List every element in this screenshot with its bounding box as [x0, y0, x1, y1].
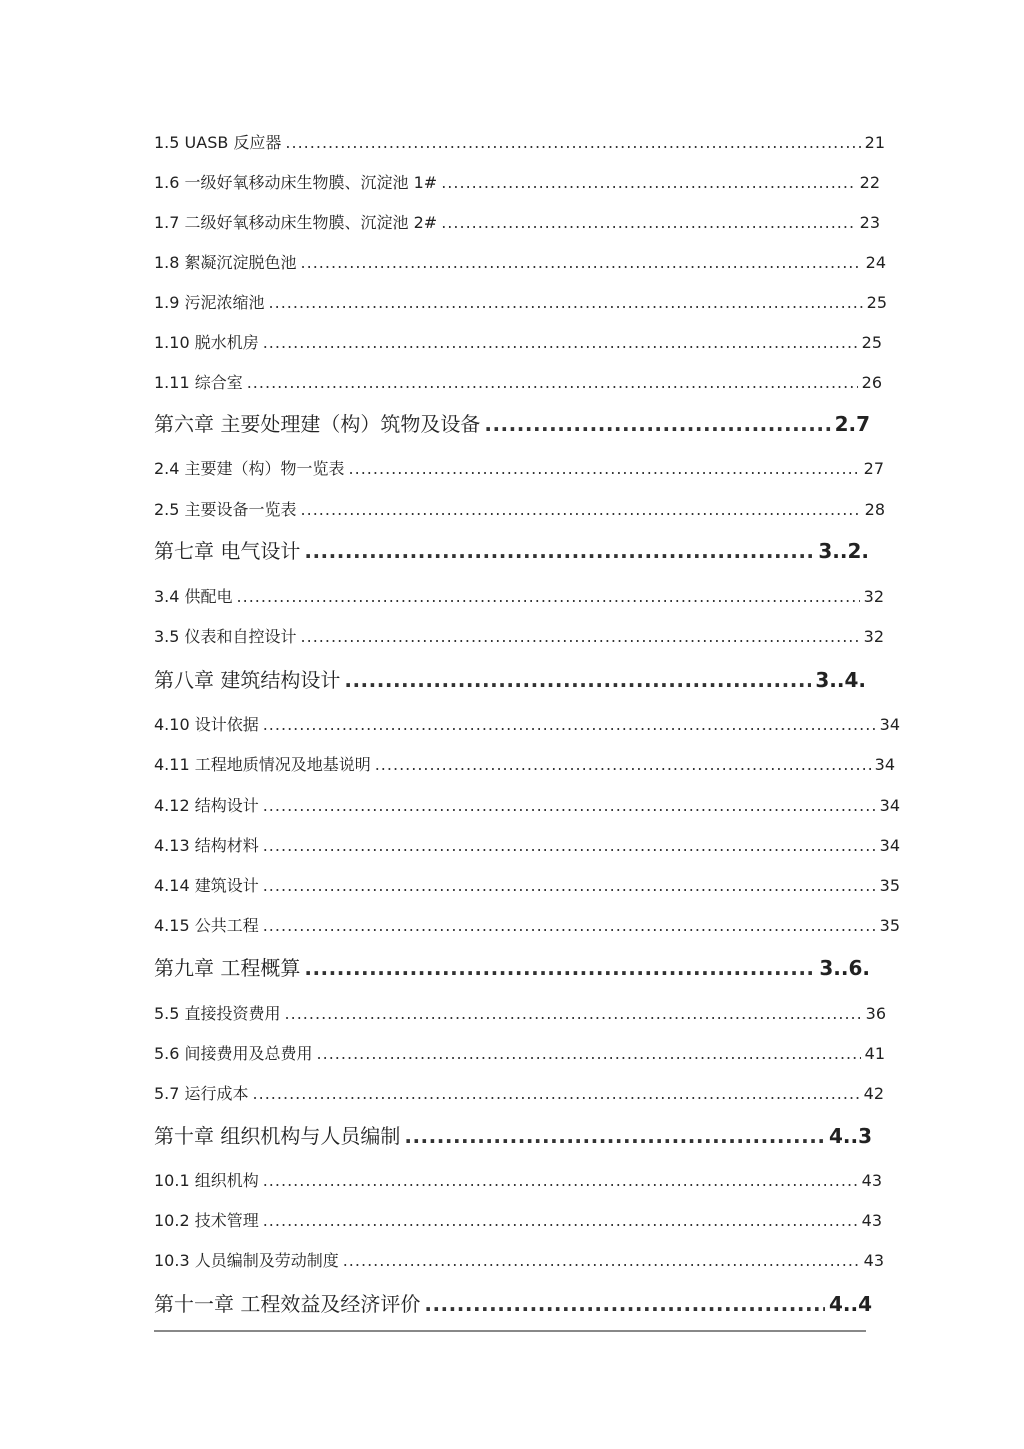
- toc-entry-label: 4.15 公共工程: [154, 916, 259, 935]
- toc-page-number: 43: [863, 1251, 884, 1270]
- toc-page-number: 3..6.: [819, 956, 870, 980]
- toc-leader: [263, 1171, 858, 1190]
- toc-page-number: 25: [866, 293, 887, 312]
- toc-page-number: 41: [864, 1044, 885, 1063]
- toc-chapter-entry[interactable]: [154, 1120, 872, 1150]
- toc-entry-label: 1.10 脱水机房: [154, 333, 259, 352]
- toc-leader: [285, 133, 860, 152]
- toc-entry[interactable]: [154, 1248, 884, 1272]
- toc-page-number: 4..4: [828, 1292, 872, 1316]
- toc-entry-label: 1.9 污泥浓缩池: [154, 293, 265, 312]
- toc-page-number: 24: [865, 253, 886, 272]
- toc-leader: [301, 253, 862, 272]
- toc-entry[interactable]: [154, 330, 882, 354]
- toc-page-number: 42: [863, 1084, 884, 1103]
- toc-leader: [343, 1251, 860, 1270]
- toc-entry-label: 10.1 组织机构: [154, 1171, 259, 1190]
- toc-page-number: 3..4.: [815, 668, 866, 692]
- toc-entry[interactable]: [154, 624, 884, 648]
- toc-entry-label: 3.5 仪表和自控设计: [154, 627, 297, 646]
- toc-leader: [301, 500, 861, 519]
- toc-page-number: 34: [874, 755, 895, 774]
- toc-entry-label: 5.5 直接投资费用: [154, 1004, 281, 1023]
- toc-chapter-label: 第九章 工程概算: [154, 956, 301, 980]
- toc-leader: [263, 836, 876, 855]
- toc-page-number: 26: [861, 373, 882, 392]
- toc-entry-label: 1.5 UASB 反应器: [154, 133, 282, 152]
- toc-chapter-entry[interactable]: [154, 1288, 872, 1318]
- toc-entry-label: 1.6 一级好氧移动床生物膜、沉淀池 1#: [154, 173, 438, 192]
- toc-leader: [304, 539, 814, 563]
- toc-entry[interactable]: [154, 584, 884, 608]
- toc-leader: [269, 293, 863, 312]
- toc-page-number: 3..2.: [818, 539, 869, 563]
- toc-entry[interactable]: [154, 1168, 882, 1192]
- toc-entry[interactable]: [154, 793, 900, 817]
- toc-entry[interactable]: [154, 370, 882, 394]
- toc-leader: [344, 668, 811, 692]
- toc-leader: [263, 1211, 858, 1230]
- toc-page-number: 4..3: [828, 1124, 872, 1148]
- toc-page-number: 25: [861, 333, 882, 352]
- toc-page-number: 36: [865, 1004, 886, 1023]
- toc-entry-label: 5.6 间接费用及总费用: [154, 1044, 313, 1063]
- toc-entry-label: 1.7 二级好氧移动床生物膜、沉淀池 2#: [154, 213, 438, 232]
- toc-chapter-entry[interactable]: [154, 952, 870, 982]
- toc-entry-label: 4.12 结构设计: [154, 796, 259, 815]
- toc-chapter-label: 第十一章 工程效益及经济评价: [154, 1292, 421, 1316]
- toc-entry-label: 10.3 人员编制及劳动制度: [154, 1251, 339, 1270]
- toc-entry-label: 4.13 结构材料: [154, 836, 259, 855]
- toc-chapter-label: 第八章 建筑结构设计: [154, 668, 341, 692]
- toc-leader: [263, 796, 876, 815]
- toc-entry-label: 3.4 供配电: [154, 587, 233, 606]
- bottom-divider: [154, 1330, 866, 1332]
- toc-chapter-entry[interactable]: [154, 408, 870, 438]
- toc-leader: [404, 1124, 825, 1148]
- toc-leader: [263, 876, 876, 895]
- toc-leader: [263, 715, 876, 734]
- toc-page-number: 35: [879, 916, 900, 935]
- toc-page-number: 34: [879, 836, 900, 855]
- toc-page-number: 2.7: [834, 412, 870, 436]
- toc-entry-label: 4.10 设计依据: [154, 715, 259, 734]
- toc-leader: [304, 956, 815, 980]
- toc-chapter-label: 第十章 组织机构与人员编制: [154, 1124, 401, 1148]
- toc-entry[interactable]: [154, 250, 886, 274]
- toc-leader: [349, 459, 860, 478]
- toc-entry[interactable]: [154, 210, 880, 234]
- toc-entry[interactable]: [154, 1208, 882, 1232]
- toc-entry[interactable]: [154, 1081, 884, 1105]
- toc-entry[interactable]: [154, 873, 900, 897]
- toc-page-number: 43: [861, 1211, 882, 1230]
- toc-leader: [263, 916, 876, 935]
- toc-page-number: 34: [879, 796, 900, 815]
- toc-entry-label: 2.5 主要设备一览表: [154, 500, 297, 519]
- toc-leader: [237, 587, 860, 606]
- toc-page-number: 27: [863, 459, 884, 478]
- toc-page-number: 35: [879, 876, 900, 895]
- toc-page-number: 43: [861, 1171, 882, 1190]
- toc-leader: [375, 755, 871, 774]
- toc-page-number: 32: [863, 627, 884, 646]
- toc-entry[interactable]: [154, 130, 885, 154]
- toc-entry[interactable]: [154, 497, 885, 521]
- toc-entry-label: 1.11 综合室: [154, 373, 243, 392]
- toc-entry[interactable]: [154, 752, 895, 776]
- toc-chapter-label: 第七章 电气设计: [154, 539, 301, 563]
- toc-entry-label: 1.8 絮凝沉淀脱色池: [154, 253, 297, 272]
- toc-page-number: 32: [863, 587, 884, 606]
- toc-chapter-entry[interactable]: [154, 664, 866, 694]
- toc-page-number: 23: [859, 213, 880, 232]
- toc-leader: [301, 627, 860, 646]
- toc-leader: [424, 1292, 825, 1316]
- toc-leader: [484, 412, 830, 436]
- toc-entry-label: 4.14 建筑设计: [154, 876, 259, 895]
- toc-leader: [441, 173, 855, 192]
- toc-entry[interactable]: [154, 1041, 885, 1065]
- toc-leader: [441, 213, 855, 232]
- toc-entry[interactable]: [154, 290, 887, 314]
- toc-leader: [263, 333, 858, 352]
- toc-entry[interactable]: [154, 456, 884, 480]
- toc-leader: [253, 1084, 860, 1103]
- toc-entry-label: 10.2 技术管理: [154, 1211, 259, 1230]
- toc-entry[interactable]: [154, 712, 900, 736]
- toc-entry[interactable]: [154, 913, 900, 937]
- toc-page-number: 21: [864, 133, 885, 152]
- toc-entry[interactable]: [154, 170, 880, 194]
- toc-leader: [285, 1004, 862, 1023]
- toc-entry-label: 4.11 工程地质情况及地基说明: [154, 755, 371, 774]
- toc-chapter-entry[interactable]: [154, 535, 869, 565]
- toc-entry[interactable]: [154, 1001, 886, 1025]
- toc-leader: [247, 373, 858, 392]
- toc-entry[interactable]: [154, 833, 900, 857]
- toc-chapter-label: 第六章 主要处理建（构）筑物及设备: [154, 412, 481, 436]
- toc-page-number: 22: [859, 173, 880, 192]
- toc-page-number: 34: [879, 715, 900, 734]
- toc-leader: [317, 1044, 861, 1063]
- toc-entry-label: 5.7 运行成本: [154, 1084, 249, 1103]
- toc-page-number: 28: [864, 500, 885, 519]
- toc-entry-label: 2.4 主要建（构）物一览表: [154, 459, 345, 478]
